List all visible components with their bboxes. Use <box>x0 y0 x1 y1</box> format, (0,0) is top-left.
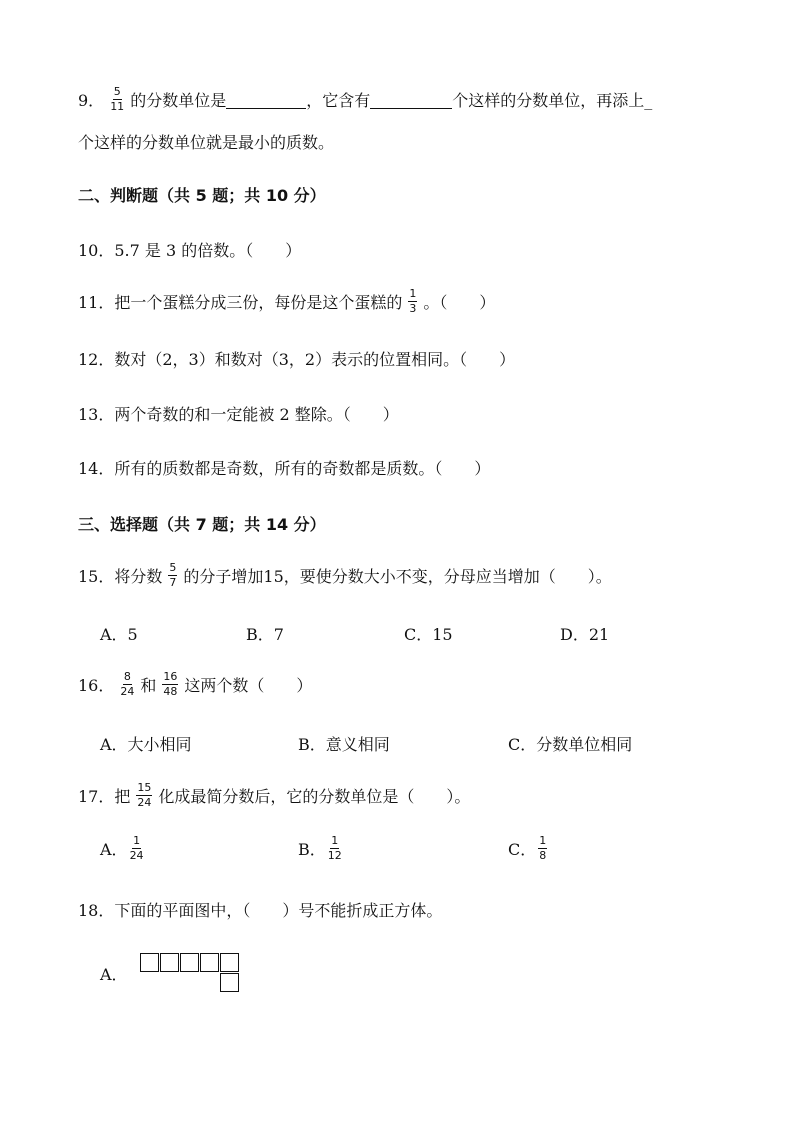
answer-blank[interactable] <box>370 90 452 109</box>
question-14: 14．所有的质数都是奇数，所有的奇数都是质数。（ ） <box>78 459 491 478</box>
question-10: 10．5.7 是 3 的倍数。（ ） <box>78 241 302 260</box>
fraction: $\frac{1}{24}$ <box>129 834 144 862</box>
option-d[interactable]: D．21 <box>560 625 610 644</box>
net-square <box>160 953 179 972</box>
fraction: $\frac{1}{3}$ <box>409 287 417 315</box>
option-b[interactable]: B．7 <box>246 625 284 644</box>
question-17: 17． 把 $\frac{15}{24}$ 化成最简分数后，它的分数单位是（ ）。 <box>78 781 471 809</box>
answer-blank[interactable] <box>226 90 306 109</box>
option-a[interactable]: A． <box>100 965 128 984</box>
question-13: 13．两个奇数的和一定能被 2 整除。（ ） <box>78 405 399 424</box>
net-square <box>140 953 159 972</box>
fraction: $\frac{15}{24}$ <box>137 781 152 809</box>
question-15: 15． 将分数 $\frac{5}{7}$ 的分子增加15，要使分数大小不变，分母应当增加（ ）。 <box>78 561 612 589</box>
option-a[interactable]: A．5 <box>100 625 138 644</box>
fraction: $\frac{1}{8}$ <box>539 834 547 862</box>
net-square <box>220 953 239 972</box>
question-9-continued: 个这样的分数单位就是最小的质数。 <box>78 133 335 152</box>
option-b[interactable]: B． $\frac{1}{12}$ <box>298 834 342 862</box>
option-a[interactable]: A．大小相同 <box>100 735 192 754</box>
question-12: 12．数对（2，3）和数对（3，2）表示的位置相同。（ ） <box>78 350 516 369</box>
fraction: $\frac{5}{11}$ <box>110 85 125 113</box>
net-square <box>180 953 199 972</box>
fraction: $\frac{5}{7}$ <box>169 561 177 589</box>
fraction: $\frac{1}{12}$ <box>327 834 342 862</box>
section-title: 二、判断题（共 5 题；共 10 分） <box>78 186 326 205</box>
option-b[interactable]: B．意义相同 <box>298 735 390 754</box>
fraction: $\frac{8}{24}$ <box>120 670 135 698</box>
question-11: 11． 把一个蛋糕分成三份，每份是这个蛋糕的 $\frac{1}{3}$ 。（ ） <box>78 287 496 315</box>
net-square <box>200 953 219 972</box>
net-square <box>220 973 239 992</box>
option-c[interactable]: C． $\frac{1}{8}$ <box>508 834 547 862</box>
option-c[interactable]: C．15 <box>404 625 453 644</box>
option-a[interactable]: A． $\frac{1}{24}$ <box>100 834 144 862</box>
fraction: $\frac{16}{48}$ <box>163 670 178 698</box>
question-9: 9． $\frac{5}{11}$ 的分数单位是 ，它含有 个这样的分数单位，再添上_ <box>78 85 653 113</box>
cube-net-figure <box>140 953 240 995</box>
question-18: 18．下面的平面图中，（ ）号不能折成正方体。 <box>78 901 443 920</box>
question-16: 16． $\frac{8}{24}$ 和 $\frac{16}{48}$ 这两个数（ ） <box>78 670 313 698</box>
question-number: 9． <box>78 91 105 110</box>
option-c[interactable]: C．分数单位相同 <box>508 735 633 754</box>
section-title: 三、选择题（共 7 题；共 14 分） <box>78 515 326 534</box>
